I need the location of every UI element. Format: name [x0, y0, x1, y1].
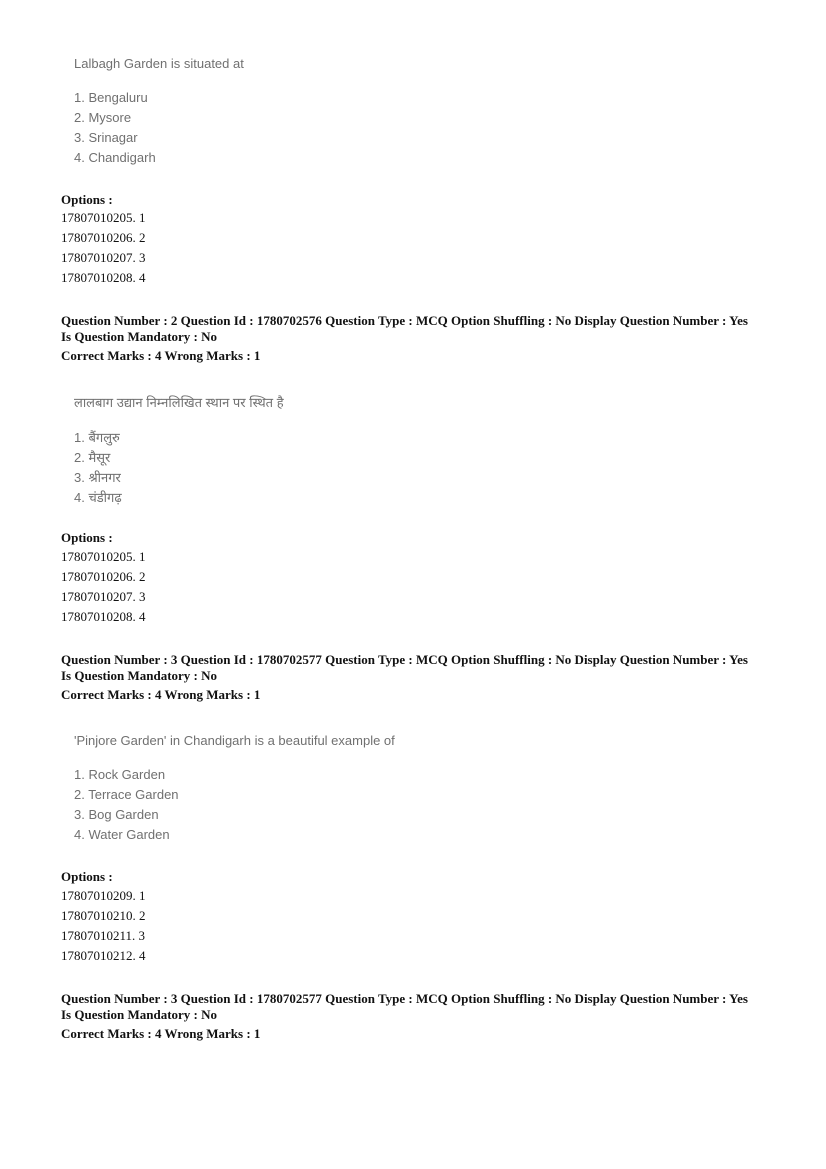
question-2-meta-line-1: Question Number : 2 Question Id : 1780702576 Question Type : MCQ Option Shuffling : No Display Question Number : Yes [61, 313, 748, 328]
question-2-meta [61, 313, 748, 364]
question-1-image [74, 56, 244, 168]
question-3-meta-line-1: Question Number : 3 Question Id : 1780702577 Question Type : MCQ Option Shuffling : No Display Question Number : Yes [61, 652, 748, 667]
question-4-meta-line-1: Question Number : 3 Question Id : 1780702577 Question Type : MCQ Option Shuffling : No Display Question Number : Yes [61, 991, 748, 1006]
question-2-option-2: 2. मैसूर [74, 450, 111, 465]
question-3-option-4: 4. Water Garden [74, 827, 170, 842]
question-3-options-label: Options : [61, 869, 113, 884]
question-2-option-4: 4. चंडीगढ़ [74, 490, 122, 505]
question-4-meta-line-2: Is Question Mandatory : No [61, 1007, 218, 1022]
question-4-meta [61, 991, 748, 1042]
question-2-option-id-1: 17807010205. 1 [61, 549, 146, 564]
question-3-meta-line-2: Is Question Mandatory : No [61, 668, 218, 683]
question-3-option-id-4: 17807010212. 4 [61, 948, 146, 963]
question-2-meta-line-3: Correct Marks : 4 Wrong Marks : 1 [61, 348, 261, 363]
question-3-option-id-3: 17807010211. 3 [61, 928, 146, 943]
question-3-option-id-2: 17807010210. 2 [61, 908, 146, 923]
question-2-option-id-2: 17807010206. 2 [61, 569, 146, 584]
question-1-option-id-2: 17807010206. 2 [61, 230, 146, 245]
question-2-options-label: Options : [61, 530, 113, 545]
question-3-meta-line-3: Correct Marks : 4 Wrong Marks : 1 [61, 687, 261, 702]
question-3-text: 'Pinjore Garden' in Chandigarh is a beautiful example of [74, 733, 395, 748]
question-1-text: Lalbagh Garden is situated at [74, 56, 244, 71]
question-2-text: लालबाग उद्यान निम्नलिखित स्थान पर स्थित है [74, 395, 284, 410]
question-3-meta [61, 652, 748, 703]
question-2-option-id-3: 17807010207. 3 [61, 589, 146, 604]
question-2-option-id-4: 17807010208. 4 [61, 609, 146, 624]
question-3-option-2: 2. Terrace Garden [74, 787, 179, 802]
question-2-image [74, 393, 284, 508]
question-4-meta-line-3: Correct Marks : 4 Wrong Marks : 1 [61, 1026, 261, 1041]
question-1-option-2: 2. Mysore [74, 110, 132, 125]
question-1-option-4: 4. Chandigarh [74, 150, 156, 165]
question-3-image [74, 733, 395, 845]
question-1-option-id-4: 17807010208. 4 [61, 270, 146, 285]
question-2-meta-line-2: Is Question Mandatory : No [61, 329, 218, 344]
question-1-option-id-1: 17807010205. 1 [61, 210, 146, 225]
question-3-option-1: 1. Rock Garden [74, 767, 166, 782]
question-1-option-id-3: 17807010207. 3 [61, 250, 146, 265]
question-1-options-label: Options : [61, 192, 113, 207]
question-3-option-3: 3. Bog Garden [74, 807, 159, 822]
question-1-option-3: 3. Srinagar [74, 130, 138, 145]
question-2-option-3: 3. श्रीनगर [74, 470, 121, 485]
question-3-option-id-1: 17807010209. 1 [61, 888, 146, 903]
question-2-option-1: 1. बैंगलुरु [74, 430, 120, 445]
question-1-option-1: 1. Bengaluru [74, 90, 148, 105]
